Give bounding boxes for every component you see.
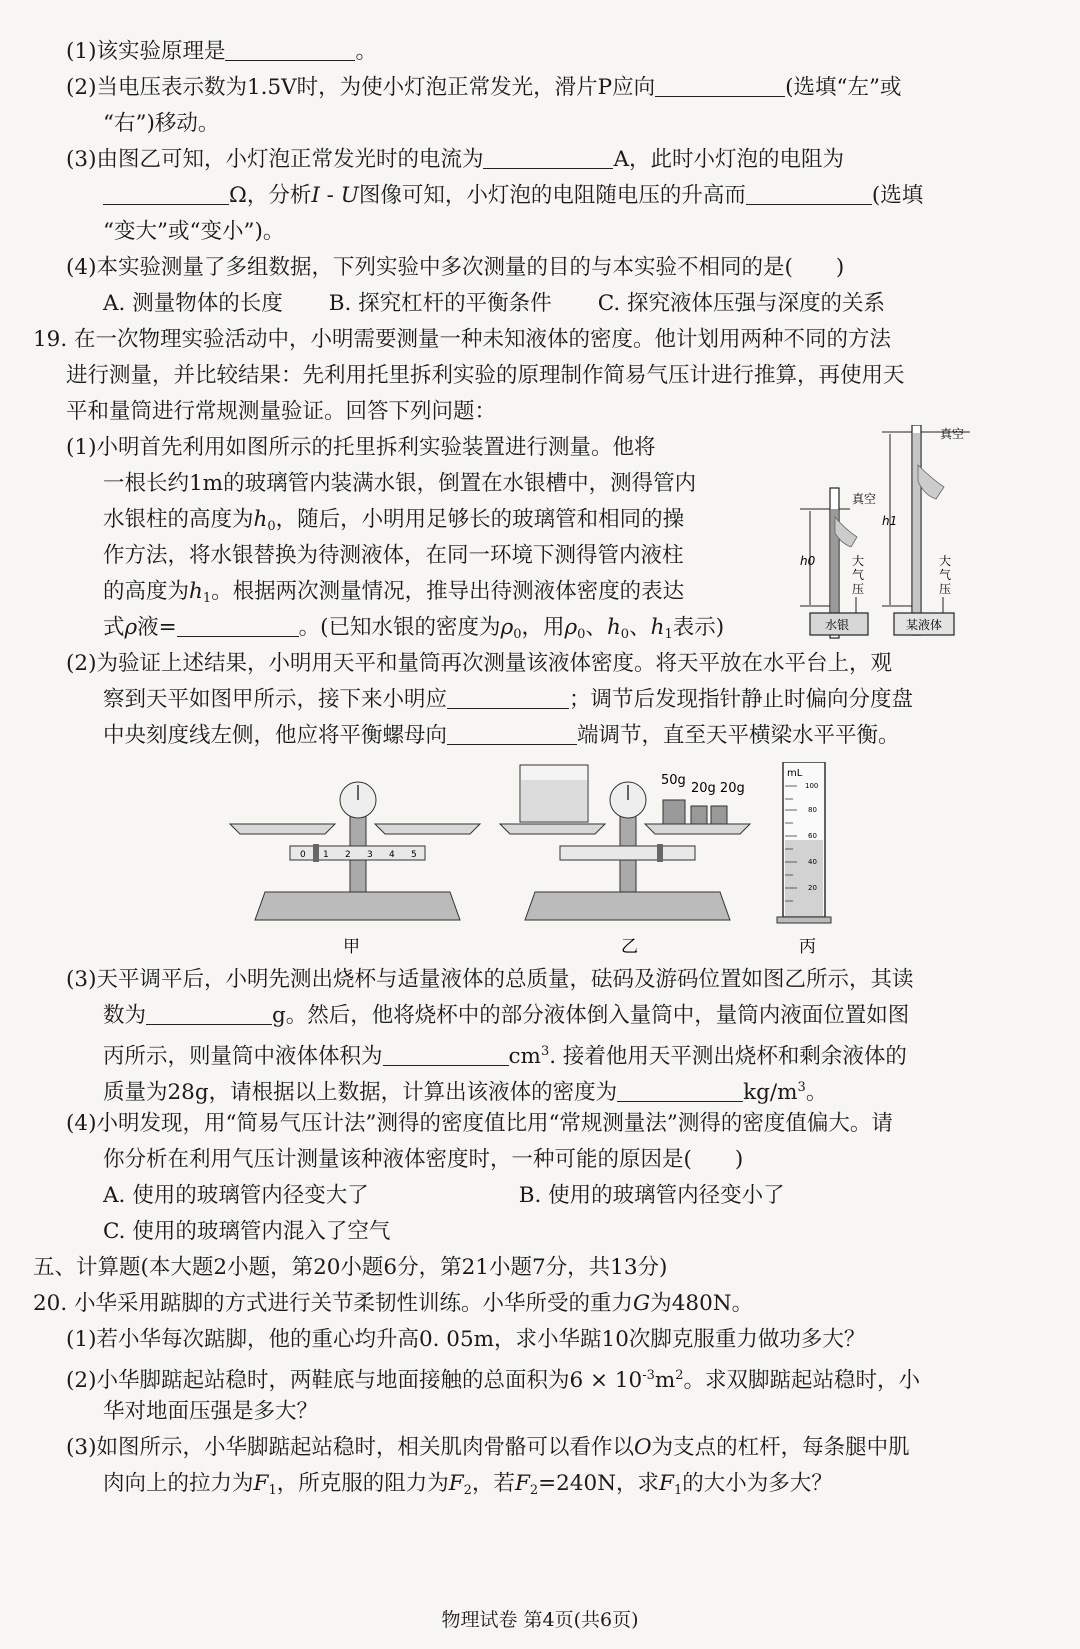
weight-50g (663, 800, 685, 824)
answer-blank[interactable] (746, 180, 872, 205)
base (255, 892, 460, 920)
tick-label: 20 (808, 884, 817, 892)
q19-intro-3: 平和量筒进行常规测量验证。回答下列问题： (66, 399, 497, 424)
liquid-label: 某液体 (906, 618, 943, 632)
answer-blank[interactable] (483, 144, 613, 169)
q19-s1-l6: 式ρ液= 。(已知水银的密度为$\rho_0$，用$\rho_0$、$h_0$、$h_1$表示) (103, 610, 724, 646)
answer-blank[interactable] (103, 180, 229, 205)
scale-tick: 5 (411, 850, 417, 860)
left-pan (500, 824, 605, 834)
q19-s3-l4: 质量为28g，请根据以上数据，计算出该液体的密度为 $kg/m^3$。 (103, 1070, 827, 1106)
right-pan (645, 824, 750, 834)
q18-part4: (4)本实验测量了多组数据，下列实验中多次测量的目的与本实验不相同的是( ) (66, 255, 845, 280)
q19-s4-l1: (4)小明发现，用“简易气压计法”测得的密度值比用“常规测量法”测得的密度值偏大。请 (66, 1111, 893, 1136)
atm-label-left-3: 压 (852, 582, 865, 596)
q19-s3-l3: 丙所示，则量筒中液体体积为 $cm^3$. 接着他用天平测出烧杯和剩余液体的 (103, 1034, 907, 1070)
beam-scale (560, 846, 695, 860)
torricelli-figure (790, 425, 1020, 670)
base (525, 892, 730, 920)
option-c[interactable]: C. 探究液体压强与深度的关系 (597, 291, 886, 316)
scale-tick: 2 (345, 850, 351, 860)
label-jia: 甲 (343, 937, 360, 957)
balance-yi (500, 765, 750, 957)
answer-blank[interactable] (383, 1041, 509, 1066)
q19-s4-option-c[interactable]: C. 使用的玻璃管内混入了空气 (103, 1219, 391, 1244)
option-a[interactable]: A. 测量物体的长度 (103, 291, 283, 316)
q19-s3-l1: (3)天平调平后，小明先测出烧杯与适量液体的总质量，砝码及游码位置如图乙所示，其读 (66, 967, 914, 992)
answer-blank[interactable] (225, 36, 355, 61)
q18-options (103, 286, 885, 322)
answer-blank[interactable] (146, 1000, 272, 1025)
hand-icon (918, 465, 944, 499)
tick-label: 80 (808, 806, 817, 814)
atm-label-left-1: 大 (852, 554, 865, 568)
q19-s2-l1: (2)为验证上述结果，小明用天平和量筒再次测量该液体密度。将天平放在水平台上，观 (66, 651, 892, 676)
section5-title: 五、计算题(本大题2小题，第20小题6分，第21小题7分，共13分) (33, 1255, 668, 1280)
option-a[interactable]: A. 使用的玻璃管内径变大了 (103, 1183, 369, 1208)
q19-s2-l3: 中央刻度线左侧，他应将平衡螺母向 端调节，直至天平横梁水平平衡。 (103, 718, 900, 754)
mercury-label: 水银 (825, 618, 850, 632)
q19-s3-l2: 数为 g。然后，他将烧杯中的部分液体倒入量筒中，量筒内液面位置如图 (103, 998, 909, 1034)
q19-s1-l2: 一根长约1m的玻璃管内装满水银，倒置在水银槽中，测得管内 (103, 471, 697, 496)
h0-label: h0 (800, 554, 816, 568)
q20-part2: (2)小华脚踮起站稳时，两鞋底与地面接触的总面积为$6 \times 10^{-3}m^2$。求双脚踮起站稳时，小 (66, 1368, 921, 1393)
right-pan (375, 824, 480, 834)
q19-s2-l2: 察到天平如图甲所示，接下来小明应 ；调节后发现指针静止时偏向分度盘 (103, 682, 913, 718)
answer-blank[interactable] (617, 1077, 743, 1102)
q18-part2: (2)当电压表示数为1.5V时，为使小灯泡正常发光，滑片P应向 (选填“左”或 (66, 70, 902, 106)
weight-20g-label: 20g 20g (691, 781, 745, 796)
page-footer: 物理试卷 第4页(共6页) (441, 1609, 639, 1631)
h1-label: h1 (882, 514, 898, 528)
scale-tick: 3 (367, 850, 373, 860)
atm-label-left-2: 气 (852, 568, 865, 582)
beaker-liquid (521, 780, 587, 821)
q20-part2-cont: 华对地面压强是多大？ (103, 1399, 319, 1424)
tick-label: 100 (805, 782, 819, 790)
q18-part3-cont2: “变大”或“变小”)。 (103, 219, 285, 244)
answer-blank[interactable] (655, 72, 785, 97)
q19-s1-l1: (1)小明首先利用如图所示的托里拆利实验装置进行测量。他将 (66, 435, 656, 460)
q19-s1-l3: 水银柱的高度为$h_0$，随后，小明用足够长的玻璃管和相同的操 (103, 507, 685, 534)
rider (313, 844, 319, 862)
weight-50g-label: 50g (661, 773, 686, 788)
left-pan (230, 824, 335, 834)
q18-part3-cont: Ω，分析I - U图像可知，小灯泡的电阻随电压的升高而 (选填 (103, 178, 923, 214)
atm-label-right-3: 压 (939, 582, 952, 596)
q19-intro-2: 进行测量，并比较结果：先利用托里拆利实验的原理制作简易气压计进行推算，再使用天 (66, 363, 905, 388)
ml-label: mL (787, 768, 803, 779)
label-yi: 乙 (621, 937, 638, 957)
tick-label: 40 (808, 858, 817, 866)
answer-blank[interactable] (447, 720, 577, 745)
q19-s1-l5: 的高度为$h_1$。根据两次测量情况，推导出待测液体密度的表达 (103, 579, 685, 606)
q19-s1-l4: 作方法，将水银替换为待测液体，在同一环境下测得管内液柱 (103, 543, 684, 568)
balance-figures (225, 762, 865, 967)
option-b[interactable]: B. 探究杠杆的平衡条件 (328, 291, 552, 316)
vacuum-label-right: 真空 (940, 427, 965, 441)
balance-jia (230, 782, 480, 957)
q18-part2-cont: “右”)移动。 (103, 111, 220, 136)
q19-intro-1: 19. 在一次物理实验活动中，小明需要测量一种未知液体的密度。他计划用两种不同的方法 (33, 327, 892, 352)
q18-part3: (3)由图乙可知，小灯泡正常发光时的电流为 A，此时小灯泡的电阻为 (66, 142, 844, 178)
cylinder-base (777, 917, 831, 923)
q20-part3-cont: 肉向上的拉力为$F_1$，所克服的阻力为$F_2$，若$F_2=240N$，求$F_1$的大小为多大？ (103, 1471, 833, 1498)
answer-blank[interactable] (447, 684, 569, 709)
cylinder-liquid (785, 840, 823, 916)
q20-part3: (3)如图所示，小华脚踮起站稳时，相关肌肉骨骼可以看作以O为支点的杠杆，每条腿中肌 (66, 1435, 910, 1460)
weight-20g (711, 806, 727, 824)
option-b[interactable]: B. 使用的玻璃管内径变小了 (518, 1183, 785, 1208)
q19-s4-l2: 你分析在利用气压计测量该种液体密度时，一种可能的原因是( ) (103, 1147, 744, 1172)
rider (657, 844, 663, 862)
atm-label-right-2: 气 (939, 568, 952, 582)
atm-label-right-1: 大 (939, 554, 952, 568)
tick-label: 60 (808, 832, 817, 840)
beam-scale (290, 846, 425, 860)
scale-tick: 1 (323, 850, 329, 860)
answer-blank[interactable] (177, 612, 299, 637)
scale-tick: 4 (389, 850, 395, 860)
vacuum-label-left: 真空 (852, 492, 877, 506)
label-bing: 丙 (799, 937, 816, 957)
liquid-column (913, 433, 920, 633)
weight-20g (691, 806, 707, 824)
q18-part1: (1)该实验原理是 。 (66, 34, 377, 70)
cylinder-bing (777, 762, 831, 957)
q20-intro: 20. 小华采用踮脚的方式进行关节柔韧性训练。小华所受的重力G为480N。 (33, 1291, 754, 1316)
scale-tick: 0 (300, 850, 306, 860)
q20-part1: (1)若小华每次踮脚，他的重心均升高0. 05m，求小华踮10次脚克服重力做功多大？ (66, 1327, 866, 1352)
q19-s4-options-ab (103, 1178, 785, 1214)
